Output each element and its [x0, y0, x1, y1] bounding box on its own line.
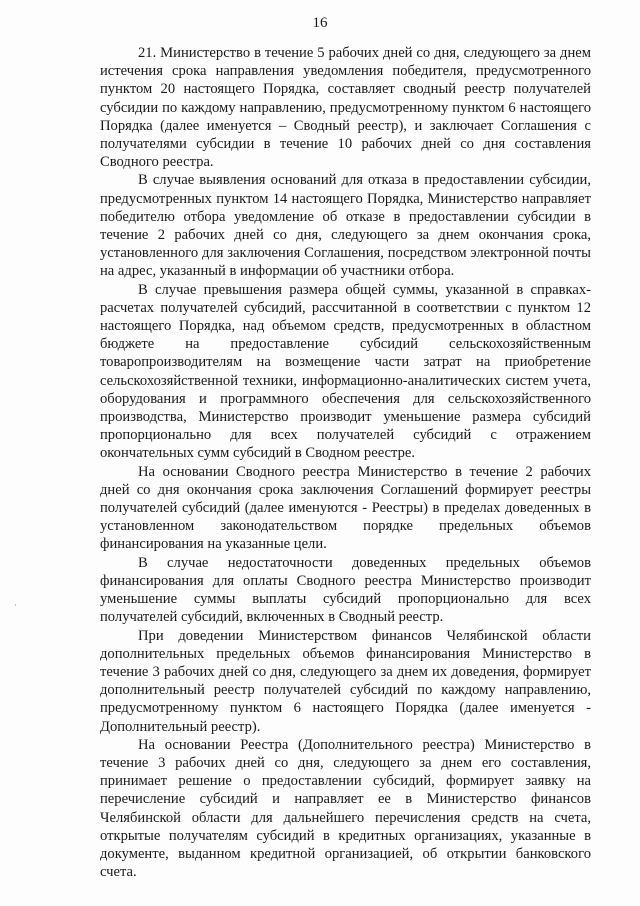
paragraph-21: 21. Министерство в течение 5 рабочих дней со дня, следующего за днем истечения срока направления уведомления победителя, предусмотренного пунктом 20 настоящего Порядка, составляет сводный реестр получателей субсидии по каждому направлению, предусмотренному пунктом 6 настоящего Порядка (далее именуется – Сводный реестр), и заключает Соглашения с получателями субсидии в течение 10 рабочих дней со дня составления Сводного реестра. — [100, 45, 591, 171]
page-number: 16 — [312, 15, 328, 31]
paragraph-refusal: В случае выявления оснований для отказа в предоставлении субсидии, предусмотренных пунктом 14 настоящего Порядка, Министерство направляет победителю отбора уведомление об отказе в предоставлении субсидии в течение 2 рабочих дней со дня, следующего за днем окончания срока, установленного для заключения Соглашения, посредством электронной почты на адрес, указанный в информации об участники отбора. — [100, 172, 591, 280]
margin-scan-mark: · — [14, 600, 17, 610]
paragraph-registers: На основании Сводного реестра Министерство в течение 2 рабочих дней со дня окончания срока заключения Соглашений формирует реестры получателей субсидий (далее именуются - Реестры) в пределах доведенных в установленном законодательством порядке предельных объемов финансирования на указанные цели. — [100, 463, 591, 553]
paragraph-additional-register: При доведении Министерством финансов Челябинской области дополнительных предельных объемов финансирования Министерство в течение 3 рабочих дней со дня, следующего за днем их доведения, формирует дополнительный реестр получателей субсидий по каждому направлению, предусмотренному пунктом 6 настоящего Порядка (далее именуется - Дополнительный реестр). — [100, 627, 591, 735]
paragraph-decision: На основании Реестра (Дополнительного реестра) Министерство в течение 3 рабочих дней со дня, следующего за днем его составления, принимает решение о предоставлении субсидий, формирует заявку на перечисление субсидий и направляет ее в Министерство финансов Челябинской области для дальнейшего перечисления средств на счета, открытые получателям субсидий в кредитных организациях, указанные в документе, выданном кредитной организацией, об открытии банковского счета. — [100, 736, 591, 881]
paragraph-excess: В случае превышения размера общей суммы, указанной в справках-расчетах получателей субсидий, рассчитанной в соответствии с пунктом 12 настоящего Порядка, над объемом средств, предусмотренных в областном бюджете на предоставление субсидий сельскохозяйственным товаропроизводителям на возмещение части затрат на приобретение сельскохозяйственной техники, информационно-аналитических систем учета, оборудования и программного обеспечения для сельскохозяйственного производства, Министерство производит уменьшение размера субсидий пропорционально для всех получателей субсидий с отражением окончательных сумм субсидий в Сводном реестре. — [100, 281, 591, 462]
document-body — [100, 44, 591, 881]
paragraph-insufficiency: В случае недостаточности доведенных предельных объемов финансирования для оплаты Сводного реестра Министерство производит уменьшение суммы выплаты субсидий пропорционально для всех получателей субсидий, включенных в Сводный реестр. — [100, 554, 591, 626]
